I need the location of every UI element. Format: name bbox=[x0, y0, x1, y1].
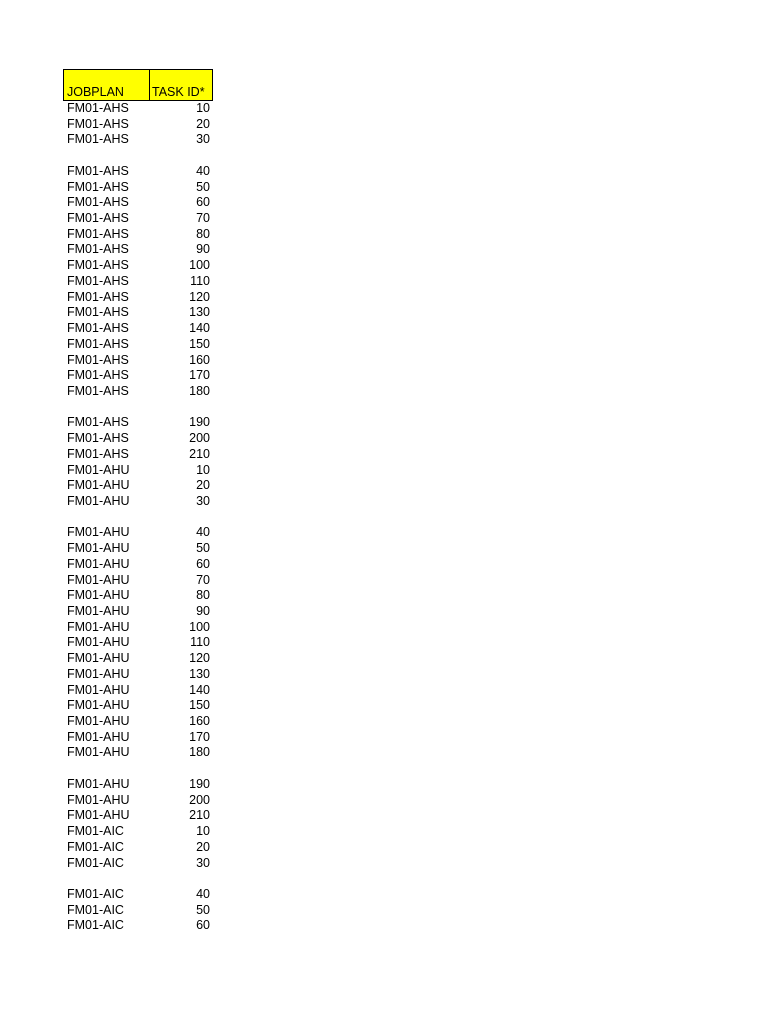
table-row bbox=[63, 840, 213, 856]
task-id-cell: 80 bbox=[196, 588, 210, 603]
table-header bbox=[63, 69, 213, 101]
jobplan-cell: FM01-AHS bbox=[67, 431, 129, 446]
task-id-cell: 70 bbox=[196, 572, 210, 587]
jobplan-cell: FM01-AHU bbox=[67, 776, 130, 791]
jobplan-cell: FM01-AIC bbox=[67, 902, 124, 917]
jobplan-cell: FM01-AHS bbox=[67, 368, 129, 383]
jobplan-cell: FM01-AHS bbox=[67, 132, 129, 147]
header-task-id: TASK ID* bbox=[152, 85, 205, 99]
jobplan-cell: FM01-AHU bbox=[67, 588, 130, 603]
jobplan-cell: FM01-AIC bbox=[67, 855, 124, 870]
task-id-cell: 200 bbox=[189, 431, 210, 446]
table-row bbox=[63, 415, 213, 431]
table-body bbox=[63, 101, 213, 934]
table-row bbox=[63, 274, 213, 290]
table-row bbox=[63, 573, 213, 589]
task-id-cell: 170 bbox=[189, 368, 210, 383]
blank-row bbox=[63, 510, 213, 526]
jobplan-cell: FM01-AHS bbox=[67, 352, 129, 367]
blank-row bbox=[63, 871, 213, 887]
task-id-cell: 70 bbox=[196, 211, 210, 226]
table-row bbox=[63, 494, 213, 510]
jobplan-cell: FM01-AHS bbox=[67, 258, 129, 273]
jobplan-cell: FM01-AHU bbox=[67, 792, 130, 807]
jobplan-cell: FM01-AHS bbox=[67, 415, 129, 430]
task-id-cell: 20 bbox=[196, 116, 210, 131]
task-id-cell: 140 bbox=[189, 321, 210, 336]
task-id-cell: 10 bbox=[196, 101, 210, 115]
table-row bbox=[63, 745, 213, 761]
table-row bbox=[63, 777, 213, 793]
task-id-cell: 160 bbox=[189, 714, 210, 729]
jobplan-cell: FM01-AHS bbox=[67, 116, 129, 131]
jobplan-cell: FM01-AHU bbox=[67, 698, 130, 713]
jobplan-cell: FM01-AHS bbox=[67, 446, 129, 461]
table-row bbox=[63, 808, 213, 824]
table-row bbox=[63, 714, 213, 730]
table-row bbox=[63, 305, 213, 321]
table-row bbox=[63, 101, 213, 117]
table-row bbox=[63, 557, 213, 573]
jobplan-cell: FM01-AHU bbox=[67, 651, 130, 666]
jobplan-cell: FM01-AHS bbox=[67, 101, 129, 115]
table-row bbox=[63, 384, 213, 400]
task-id-cell: 60 bbox=[196, 918, 210, 933]
table-row bbox=[63, 793, 213, 809]
task-id-cell: 110 bbox=[190, 635, 210, 650]
jobplan-cell: FM01-AHS bbox=[67, 321, 129, 336]
jobplan-cell: FM01-AHS bbox=[67, 336, 129, 351]
table-row bbox=[63, 824, 213, 840]
jobplan-cell: FM01-AHS bbox=[67, 179, 129, 194]
jobplan-cell: FM01-AHU bbox=[67, 635, 130, 650]
task-id-cell: 200 bbox=[189, 792, 210, 807]
table-row bbox=[63, 447, 213, 463]
jobplan-cell: FM01-AHU bbox=[67, 808, 130, 823]
jobplan-cell: FM01-AHU bbox=[67, 525, 130, 540]
task-id-cell: 20 bbox=[196, 839, 210, 854]
task-id-cell: 30 bbox=[196, 855, 210, 870]
table-row bbox=[63, 604, 213, 620]
jobplan-cell: FM01-AHU bbox=[67, 666, 130, 681]
table-row bbox=[63, 635, 213, 651]
task-id-cell: 190 bbox=[189, 415, 210, 430]
task-id-cell: 50 bbox=[196, 179, 210, 194]
table-row bbox=[63, 211, 213, 227]
table-row bbox=[63, 290, 213, 306]
table-row bbox=[63, 887, 213, 903]
task-id-cell: 60 bbox=[196, 195, 210, 210]
table-row bbox=[63, 431, 213, 447]
jobplan-cell: FM01-AHS bbox=[67, 273, 129, 288]
table-row bbox=[63, 463, 213, 479]
table-row bbox=[63, 132, 213, 148]
task-id-cell: 100 bbox=[189, 258, 210, 273]
jobplan-cell: FM01-AIC bbox=[67, 918, 124, 933]
header-jobplan: JOBPLAN bbox=[64, 70, 150, 100]
table-row bbox=[63, 337, 213, 353]
table-row bbox=[63, 227, 213, 243]
jobplan-cell: FM01-AHU bbox=[67, 619, 130, 634]
jobplan-cell: FM01-AHU bbox=[67, 682, 130, 697]
jobplan-cell: FM01-AHU bbox=[67, 572, 130, 587]
task-id-cell: 190 bbox=[189, 776, 210, 791]
jobplan-cell: FM01-AHS bbox=[67, 289, 129, 304]
task-id-cell: 130 bbox=[189, 666, 210, 681]
jobplan-cell: FM01-AHS bbox=[67, 163, 129, 178]
table-row bbox=[63, 117, 213, 133]
table-row bbox=[63, 368, 213, 384]
task-id-cell: 150 bbox=[189, 336, 210, 351]
blank-row bbox=[63, 400, 213, 416]
jobplan-cell: FM01-AHS bbox=[67, 305, 129, 320]
task-id-cell: 130 bbox=[189, 305, 210, 320]
table-row bbox=[63, 195, 213, 211]
jobplan-cell: FM01-AHU bbox=[67, 556, 130, 571]
table-row bbox=[63, 588, 213, 604]
table-row bbox=[63, 180, 213, 196]
task-id-cell: 180 bbox=[189, 745, 210, 760]
task-id-cell: 30 bbox=[196, 493, 210, 508]
jobplan-cell: FM01-AHU bbox=[67, 604, 130, 618]
table-row bbox=[63, 730, 213, 746]
jobplan-cell: FM01-AHU bbox=[67, 493, 130, 508]
task-id-cell: 90 bbox=[196, 242, 210, 257]
task-id-cell: 40 bbox=[196, 525, 210, 540]
blank-row bbox=[63, 148, 213, 164]
table-row bbox=[63, 918, 213, 934]
task-id-cell: 30 bbox=[196, 132, 210, 147]
task-id-cell: 50 bbox=[196, 902, 210, 917]
jobplan-cell: FM01-AIC bbox=[67, 886, 124, 901]
task-id-cell: 60 bbox=[196, 556, 210, 571]
table-row bbox=[63, 353, 213, 369]
task-id-cell: 20 bbox=[196, 478, 210, 493]
table-row bbox=[63, 667, 213, 683]
task-id-cell: 90 bbox=[196, 604, 210, 618]
task-id-cell: 170 bbox=[189, 729, 210, 744]
task-id-cell: 100 bbox=[189, 619, 210, 634]
task-id-cell: 40 bbox=[196, 163, 210, 178]
jobplan-cell: FM01-AHS bbox=[67, 242, 129, 257]
task-id-cell: 50 bbox=[196, 541, 210, 556]
table-row bbox=[63, 856, 213, 872]
table-row bbox=[63, 683, 213, 699]
table-row bbox=[63, 164, 213, 180]
jobplan-cell: FM01-AHS bbox=[67, 383, 129, 398]
jobplan-cell: FM01-AHS bbox=[67, 195, 129, 210]
task-id-cell: 40 bbox=[196, 886, 210, 901]
jobplan-cell: FM01-AHS bbox=[67, 211, 129, 226]
task-id-cell: 120 bbox=[189, 651, 210, 666]
task-id-cell: 210 bbox=[189, 446, 210, 461]
table-row bbox=[63, 620, 213, 636]
blank-row bbox=[63, 761, 213, 777]
task-id-cell: 110 bbox=[190, 273, 210, 288]
jobplan-cell: FM01-AHU bbox=[67, 745, 130, 760]
task-id-cell: 210 bbox=[189, 808, 210, 823]
task-id-cell: 140 bbox=[189, 682, 210, 697]
task-id-cell: 10 bbox=[196, 462, 210, 477]
task-id-cell: 180 bbox=[189, 383, 210, 398]
task-id-cell: 80 bbox=[196, 226, 210, 241]
jobplan-cell: FM01-AIC bbox=[67, 839, 124, 854]
table-row bbox=[63, 478, 213, 494]
table-row bbox=[63, 698, 213, 714]
task-id-cell: 120 bbox=[189, 289, 210, 304]
jobplan-cell: FM01-AHS bbox=[67, 226, 129, 241]
jobplan-cell: FM01-AHU bbox=[67, 729, 130, 744]
table-row bbox=[63, 541, 213, 557]
task-id-cell: 160 bbox=[189, 352, 210, 367]
task-id-cell: 150 bbox=[189, 698, 210, 713]
jobplan-cell: FM01-AHU bbox=[67, 462, 130, 477]
table-row bbox=[63, 321, 213, 337]
table-row bbox=[63, 258, 213, 274]
table-row bbox=[63, 651, 213, 667]
jobplan-cell: FM01-AHU bbox=[67, 541, 130, 556]
jobplan-table bbox=[63, 69, 213, 934]
jobplan-cell: FM01-AIC bbox=[67, 824, 124, 839]
jobplan-cell: FM01-AHU bbox=[67, 714, 130, 729]
table-row bbox=[63, 525, 213, 541]
jobplan-cell: FM01-AHU bbox=[67, 478, 130, 493]
table-row bbox=[63, 903, 213, 919]
task-id-cell: 10 bbox=[196, 824, 210, 839]
table-row bbox=[63, 242, 213, 258]
